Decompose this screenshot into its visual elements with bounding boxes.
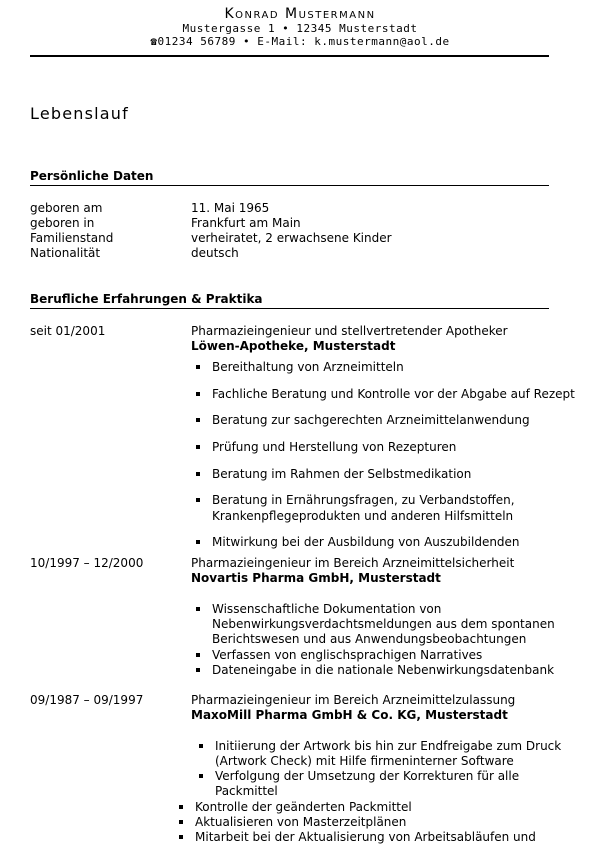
list-item-continuation: Nebenwirkungsverdachtsmeldungen aus dem spontanen <box>212 617 555 631</box>
job-company: Novartis Pharma GmbH, Musterstadt <box>191 571 441 585</box>
personal-value: 11. Mai 1965 <box>191 201 270 215</box>
job-period: 09/1987 – 09/1997 <box>30 693 144 707</box>
list-item: Mitwirkung bei der Ausbildung von Auszubildenden <box>212 535 520 549</box>
list-item: Dateneingabe in die nationale Nebenwirkungsdatenbank <box>212 663 555 677</box>
contact-line <box>0 35 600 48</box>
personal-label: Nationalität <box>30 246 101 260</box>
list-item: Bereithaltung von Arzneimitteln <box>212 360 404 374</box>
cv-header <box>0 6 600 48</box>
job-role: Pharmazieingenieur im Bereich Arzneimittelzulassung <box>191 693 516 707</box>
phone-icon: ☎ <box>150 35 158 48</box>
list-item-continuation: Krankenpflegeprodukten und anderen Hilfsmitteln <box>212 509 514 523</box>
list-item: Kontrolle der geänderten Packmittel <box>195 800 412 814</box>
personal-label: Familienstand <box>30 231 114 245</box>
job-company: Löwen-Apotheke, Musterstadt <box>191 339 396 353</box>
personal-value: verheiratet, 2 erwachsene Kinder <box>191 231 392 245</box>
list-item: Wissenschaftliche Dokumentation von <box>212 602 442 616</box>
list-item: Beratung in Ernährungsfragen, zu Verbandstoffen, <box>212 493 515 507</box>
list-item: Aktualisieren von Masterzeitplänen <box>195 815 407 829</box>
list-item-continuation: Berichtswesen und aus Anwendungsbeobachtungen <box>212 632 527 646</box>
contact-details: 01234 56789 • E-Mail: k.mustermann@aol.de <box>157 35 450 48</box>
job-period: seit 01/2001 <box>30 324 106 338</box>
list-item: Verfassen von englischsprachigen Narratives <box>212 648 483 662</box>
list-item: Prüfung und Herstellung von Rezepturen <box>212 440 457 454</box>
job-company: MaxoMill Pharma GmbH & Co. KG, Musterstadt <box>191 708 508 722</box>
personal-label: geboren in <box>30 216 95 230</box>
list-item: Beratung zur sachgerechten Arzneimittelanwendung <box>212 413 530 427</box>
postal-address: Mustergasse 1 • 12345 Musterstadt <box>182 22 418 35</box>
section-heading-experience: Berufliche Erfahrungen & Praktika <box>30 292 549 309</box>
job-period: 10/1997 – 12/2000 <box>30 556 144 570</box>
list-item-continuation: Packmittel <box>215 784 278 798</box>
job-role: Pharmazieingenieur und stellvertretender Apotheker <box>191 324 508 338</box>
document-title: Lebenslauf <box>30 104 129 123</box>
personal-value: deutsch <box>191 246 239 260</box>
personal-value: Frankfurt am Main <box>191 216 301 230</box>
section-heading-personal: Persönliche Daten <box>30 169 549 186</box>
header-divider <box>30 55 549 57</box>
list-item: Initiierung der Artwork bis hin zur Endfreigabe zum Druck <box>215 739 562 753</box>
applicant-name: Konrad Mustermann <box>224 6 376 22</box>
list-item: Beratung im Rahmen der Selbstmedikation <box>212 467 472 481</box>
list-item-continuation: (Artwork Check) mit Hilfe firmeninterner Software <box>215 754 514 768</box>
personal-label: geboren am <box>30 201 103 215</box>
list-item: Verfolgung der Umsetzung der Korrekturen für alle <box>215 769 520 783</box>
list-item: Fachliche Beratung und Kontrolle vor der Abgabe auf Rezept <box>212 387 575 401</box>
list-item: Mitarbeit bei der Aktualisierung von Arbeitsabläufen und <box>195 830 536 844</box>
job-role: Pharmazieingenieur im Bereich Arzneimittelsicherheit <box>191 556 515 570</box>
